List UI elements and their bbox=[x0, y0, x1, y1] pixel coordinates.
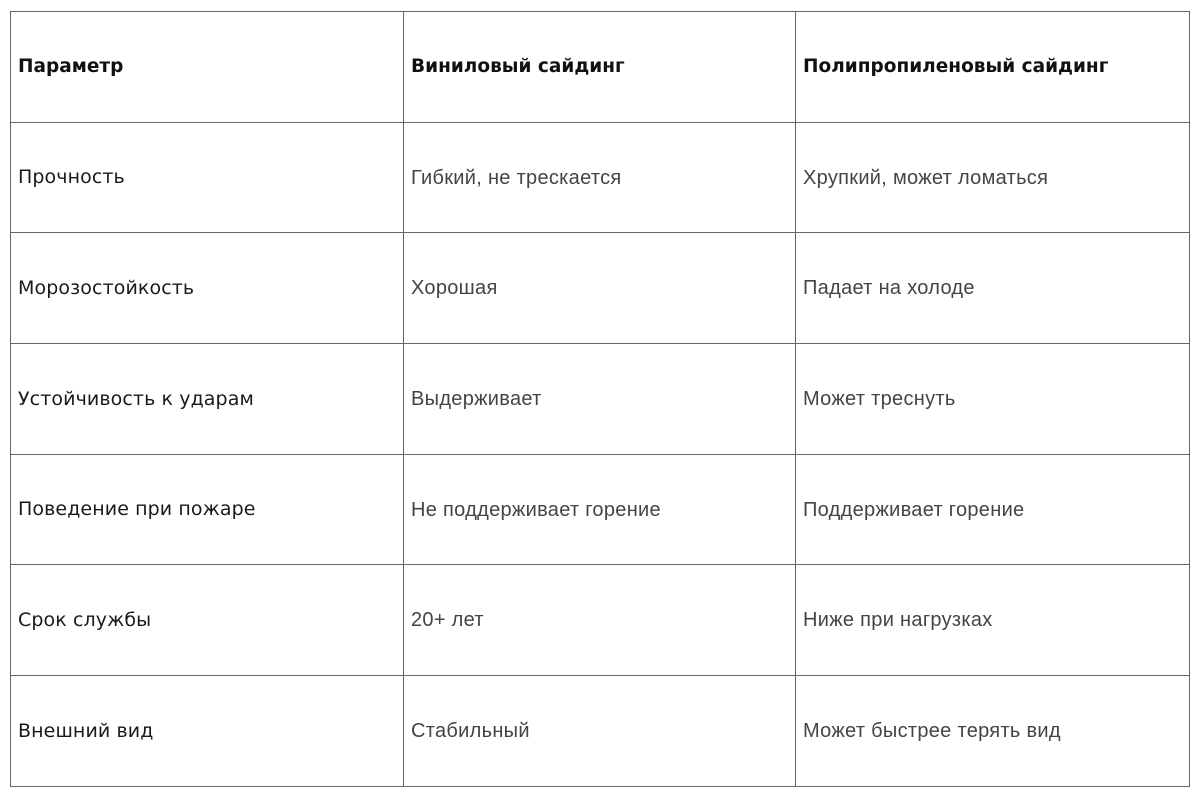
table-body bbox=[11, 122, 1190, 786]
table-row bbox=[11, 565, 1190, 676]
polypropylene-cell: Поддерживает горение bbox=[796, 454, 1190, 565]
polypropylene-cell: Может быстрее терять вид bbox=[796, 676, 1190, 787]
header-row bbox=[11, 12, 1190, 123]
table-header bbox=[11, 12, 1190, 123]
vinyl-cell: Стабильный bbox=[404, 676, 796, 787]
parameter-cell: Поведение при пожаре bbox=[11, 454, 404, 565]
vinyl-cell: Хорошая bbox=[404, 233, 796, 344]
table-row bbox=[11, 233, 1190, 344]
polypropylene-cell: Хрупкий, может ломаться bbox=[796, 122, 1190, 233]
parameter-cell: Внешний вид bbox=[11, 676, 404, 787]
table-row bbox=[11, 454, 1190, 565]
polypropylene-cell: Ниже при нагрузках bbox=[796, 565, 1190, 676]
header-parameter: Параметр bbox=[11, 12, 404, 123]
siding-comparison-table bbox=[10, 11, 1190, 787]
polypropylene-cell: Может треснуть bbox=[796, 344, 1190, 455]
table-row bbox=[11, 676, 1190, 787]
vinyl-cell: 20+ лет bbox=[404, 565, 796, 676]
parameter-cell: Морозостойкость bbox=[11, 233, 404, 344]
polypropylene-cell: Падает на холоде bbox=[796, 233, 1190, 344]
vinyl-cell: Выдерживает bbox=[404, 344, 796, 455]
vinyl-cell: Гибкий, не трескается bbox=[404, 122, 796, 233]
header-polypropylene-siding: Полипропиленовый сайдинг bbox=[796, 12, 1190, 123]
vinyl-cell: Не поддерживает горение bbox=[404, 454, 796, 565]
table-row bbox=[11, 122, 1190, 233]
parameter-cell: Прочность bbox=[11, 122, 404, 233]
table-row bbox=[11, 344, 1190, 455]
parameter-cell: Срок службы bbox=[11, 565, 404, 676]
parameter-cell: Устойчивость к ударам bbox=[11, 344, 404, 455]
header-vinyl-siding: Виниловый сайдинг bbox=[404, 12, 796, 123]
